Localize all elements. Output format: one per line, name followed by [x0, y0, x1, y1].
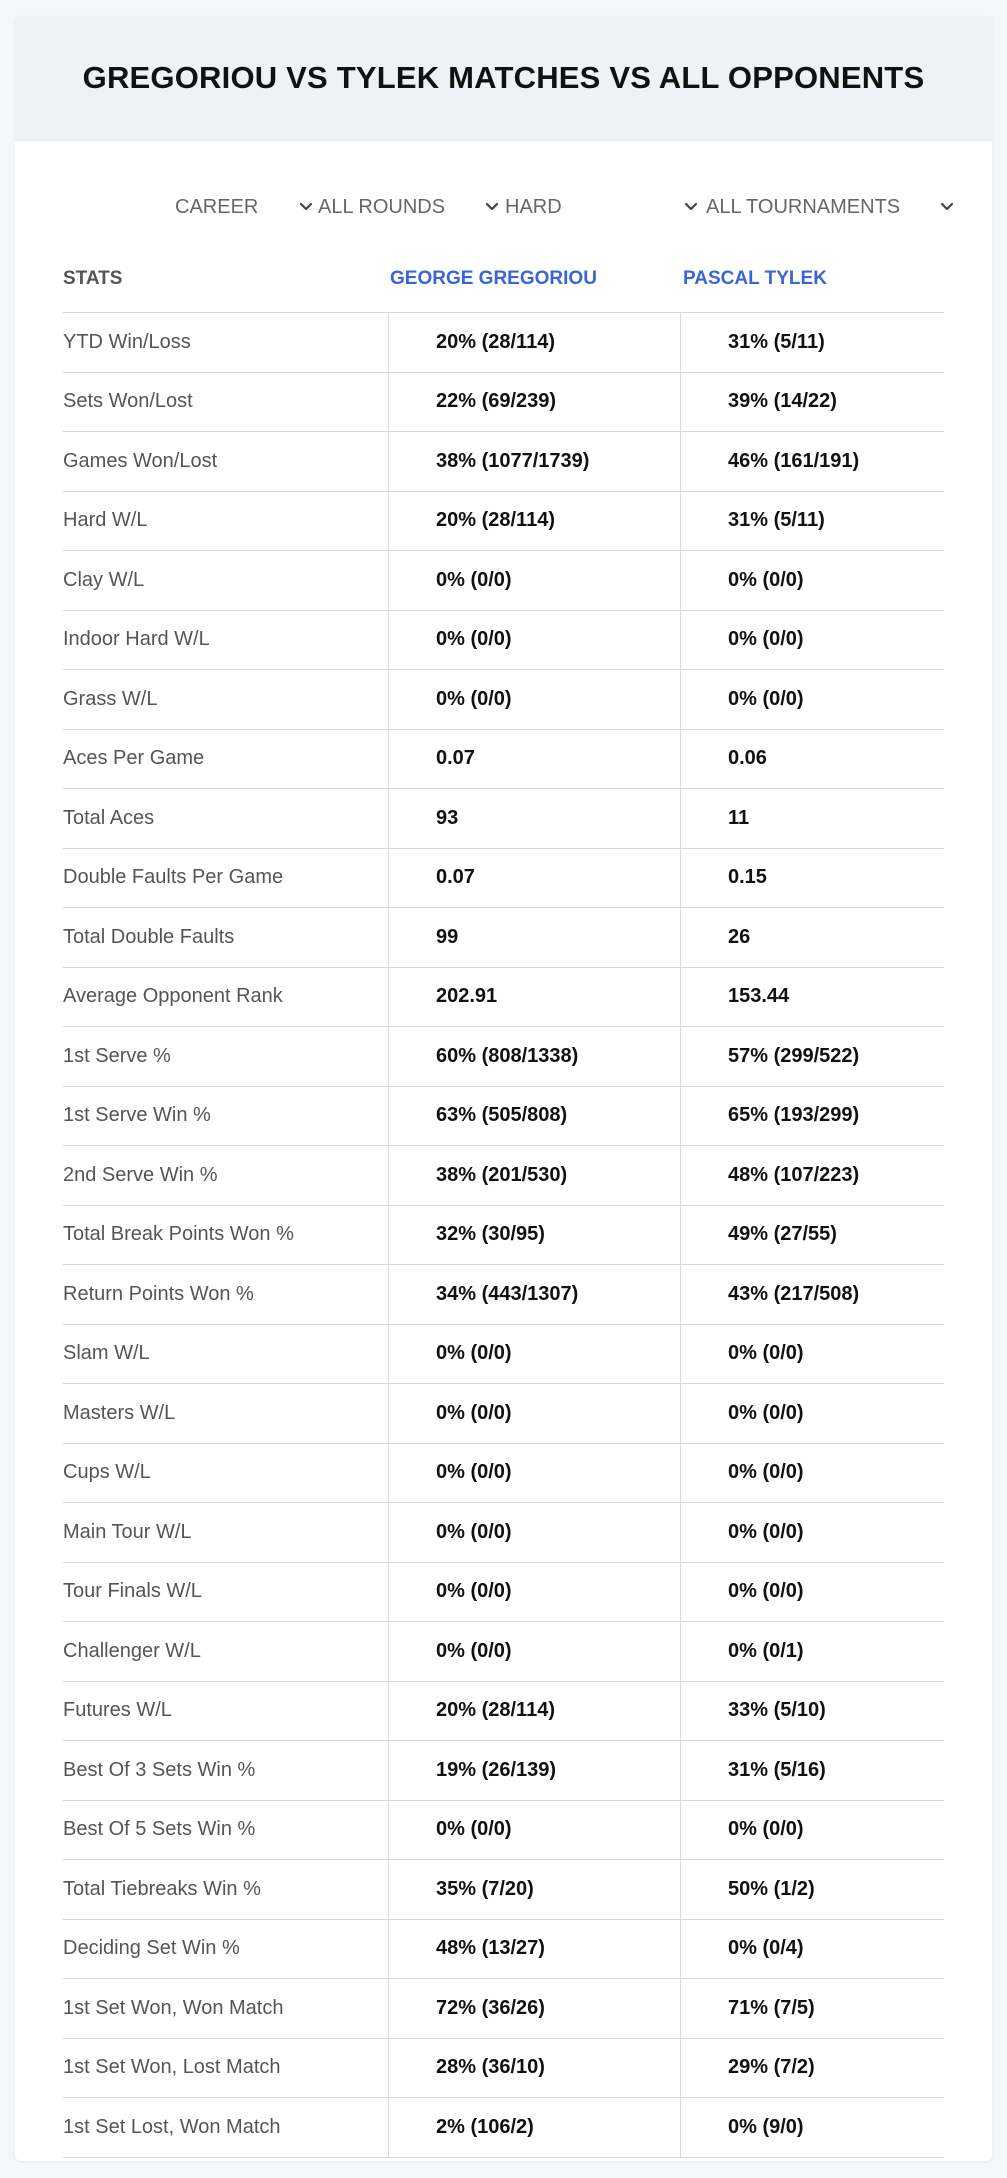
player1-value: 0% (0/0) — [388, 1325, 680, 1384]
stat-label: Deciding Set Win % — [63, 1937, 240, 1960]
player1-value: 38% (201/530) — [388, 1146, 680, 1205]
player1-value: 0% (0/0) — [388, 1444, 680, 1503]
player2-value: 0% (0/0) — [680, 611, 944, 670]
table-row — [63, 1206, 944, 1266]
player2-value: 0% (9/0) — [680, 2098, 944, 2157]
table-row — [63, 492, 944, 552]
stat-label: Futures W/L — [63, 1699, 172, 1722]
table-row — [63, 1563, 944, 1623]
chevron-down-icon — [940, 200, 954, 214]
player1-value: 0% (0/0) — [388, 611, 680, 670]
stat-label: Sets Won/Lost — [63, 390, 193, 413]
player2-value: 0.15 — [680, 849, 944, 908]
table-row — [63, 1027, 944, 1087]
player2-value: 153.44 — [680, 968, 944, 1027]
table-row — [63, 1920, 944, 1980]
player2-value: 57% (299/522) — [680, 1027, 944, 1086]
player1-value: 32% (30/95) — [388, 1206, 680, 1265]
table-row — [63, 1801, 944, 1861]
stat-label: Indoor Hard W/L — [63, 628, 210, 651]
player1-value: 202.91 — [388, 968, 680, 1027]
player1-value: 0% (0/0) — [388, 670, 680, 729]
table-row — [63, 373, 944, 433]
player2-value: 0% (0/0) — [680, 1503, 944, 1562]
player2-value: 46% (161/191) — [680, 432, 944, 491]
stat-label: 2nd Serve Win % — [63, 1163, 218, 1186]
player1-value: 99 — [388, 908, 680, 967]
player1-value: 19% (26/139) — [388, 1741, 680, 1800]
table-row — [63, 908, 944, 968]
player1-value: 22% (69/239) — [388, 373, 680, 432]
player1-value: 0.07 — [388, 849, 680, 908]
stat-label: Best Of 5 Sets Win % — [63, 1818, 256, 1841]
player2-value: 31% (5/11) — [680, 492, 944, 551]
player2-value: 0% (0/0) — [680, 670, 944, 729]
stat-label: 1st Set Won, Lost Match — [63, 2056, 281, 2079]
stat-label: Main Tour W/L — [63, 1520, 192, 1543]
player2-value: 29% (7/2) — [680, 2039, 944, 2098]
player1-value: 20% (28/114) — [388, 492, 680, 551]
surface-select[interactable] — [505, 187, 698, 227]
round-select[interactable] — [318, 187, 499, 227]
stat-label: 1st Serve Win % — [63, 1104, 211, 1127]
stat-label: 1st Serve % — [63, 1044, 171, 1067]
table-row — [63, 2039, 944, 2099]
stat-label: Challenger W/L — [63, 1639, 201, 1662]
player2-value: 71% (7/5) — [680, 1979, 944, 2038]
chevron-down-icon — [299, 200, 313, 214]
player1-value: 34% (443/1307) — [388, 1265, 680, 1324]
player2-value: 0% (0/0) — [680, 551, 944, 610]
stat-label: Double Faults Per Game — [63, 866, 284, 889]
player2-value: 65% (193/299) — [680, 1087, 944, 1146]
player1-value: 0% (0/0) — [388, 1503, 680, 1562]
table-row — [63, 1265, 944, 1325]
player2-value: 0% (0/1) — [680, 1622, 944, 1681]
stat-label: Total Tiebreaks Win % — [63, 1877, 261, 1900]
player2-value: 49% (27/55) — [680, 1206, 944, 1265]
player2-value: 0% (0/0) — [680, 1563, 944, 1622]
player1-value: 35% (7/20) — [388, 1860, 680, 1919]
player1-link[interactable]: GEORGE GREGORIOU — [390, 268, 597, 289]
stat-label: Clay W/L — [63, 568, 145, 591]
table-row — [63, 968, 944, 1028]
player2-value: 48% (107/223) — [680, 1146, 944, 1205]
stat-label: YTD Win/Loss — [63, 330, 191, 353]
table-row — [63, 1741, 944, 1801]
player2-value: 31% (5/16) — [680, 1741, 944, 1800]
player1-value: 0% (0/0) — [388, 551, 680, 610]
table-row — [63, 1444, 944, 1504]
player1-value: 0% (0/0) — [388, 1563, 680, 1622]
table-row — [63, 1384, 944, 1444]
player1-value: 93 — [388, 789, 680, 848]
stats-card — [15, 16, 992, 2161]
table-row — [63, 1860, 944, 1920]
player2-value: 39% (14/22) — [680, 373, 944, 432]
table-row — [63, 1503, 944, 1563]
stat-label: 1st Set Lost, Won Match — [63, 2115, 281, 2138]
period-select[interactable] — [175, 187, 313, 227]
table-row — [63, 1087, 944, 1147]
stats-column-header: STATS — [63, 268, 123, 289]
stat-label: Average Opponent Rank — [63, 985, 283, 1008]
stat-label: Slam W/L — [63, 1342, 150, 1365]
stat-label: Masters W/L — [63, 1401, 176, 1424]
table-row — [63, 789, 944, 849]
stat-label: Return Points Won % — [63, 1282, 254, 1305]
card-header — [15, 16, 992, 141]
tournament-select[interactable] — [706, 187, 954, 227]
stat-label: Hard W/L — [63, 509, 148, 532]
stat-label: Cups W/L — [63, 1461, 151, 1484]
player1-value: 60% (808/1338) — [388, 1027, 680, 1086]
stat-label: Total Aces — [63, 806, 155, 829]
player2-value: 31% (5/11) — [680, 313, 944, 372]
chevron-down-icon — [684, 200, 698, 214]
table-row — [63, 670, 944, 730]
player2-value: 50% (1/2) — [680, 1860, 944, 1919]
player2-value: 0% (0/0) — [680, 1801, 944, 1860]
table-header — [63, 256, 944, 308]
player2-value: 33% (5/10) — [680, 1682, 944, 1741]
player1-value: 48% (13/27) — [388, 1920, 680, 1979]
table-row — [63, 551, 944, 611]
table-row — [63, 730, 944, 790]
player1-value: 20% (28/114) — [388, 1682, 680, 1741]
table-row — [63, 611, 944, 671]
stat-label: Tour Finals W/L — [63, 1580, 202, 1603]
player1-value: 72% (36/26) — [388, 1979, 680, 2038]
stats-table — [63, 312, 944, 2158]
stat-label: 1st Set Won, Won Match — [63, 1996, 284, 2019]
table-row — [63, 1622, 944, 1682]
stat-label: Grass W/L — [63, 687, 158, 710]
page-title: GREGORIOU VS TYLEK MATCHES VS ALL OPPONENTS — [82, 60, 925, 95]
player2-link[interactable]: PASCAL TYLEK — [683, 268, 827, 289]
player2-value: 0.06 — [680, 730, 944, 789]
table-row — [63, 849, 944, 909]
player1-value: 0% (0/0) — [388, 1801, 680, 1860]
table-row — [63, 1325, 944, 1385]
player1-value: 0.07 — [388, 730, 680, 789]
player2-value: 26 — [680, 908, 944, 967]
table-row — [63, 1979, 944, 2039]
player1-value: 0% (0/0) — [388, 1384, 680, 1443]
chevron-down-icon — [485, 200, 499, 214]
player1-value: 38% (1077/1739) — [388, 432, 680, 491]
player2-value: 0% (0/0) — [680, 1444, 944, 1503]
player1-value: 63% (505/808) — [388, 1087, 680, 1146]
round-select-value: ALL ROUNDS — [318, 195, 446, 218]
tournament-select-value: ALL TOURNAMENTS — [706, 195, 901, 218]
surface-select-value: HARD — [505, 195, 562, 218]
player2-value: 0% (0/0) — [680, 1325, 944, 1384]
table-row — [63, 432, 944, 492]
table-row — [63, 313, 944, 373]
player2-value: 0% (0/4) — [680, 1920, 944, 1979]
player1-value: 20% (28/114) — [388, 313, 680, 372]
filter-bar — [15, 187, 992, 227]
stat-label: Best Of 3 Sets Win % — [63, 1758, 256, 1781]
player2-value: 43% (217/508) — [680, 1265, 944, 1324]
player1-value: 28% (36/10) — [388, 2039, 680, 2098]
stat-label: Total Double Faults — [63, 925, 235, 948]
stat-label: Games Won/Lost — [63, 449, 218, 472]
player1-value: 0% (0/0) — [388, 1622, 680, 1681]
player2-value: 11 — [680, 789, 944, 848]
period-select-value: CAREER — [175, 195, 259, 218]
table-row — [63, 2098, 944, 2158]
player1-value: 2% (106/2) — [388, 2098, 680, 2157]
table-row — [63, 1682, 944, 1742]
player2-value: 0% (0/0) — [680, 1384, 944, 1443]
stat-label: Total Break Points Won % — [63, 1223, 294, 1246]
stat-label: Aces Per Game — [63, 747, 205, 770]
table-row — [63, 1146, 944, 1206]
